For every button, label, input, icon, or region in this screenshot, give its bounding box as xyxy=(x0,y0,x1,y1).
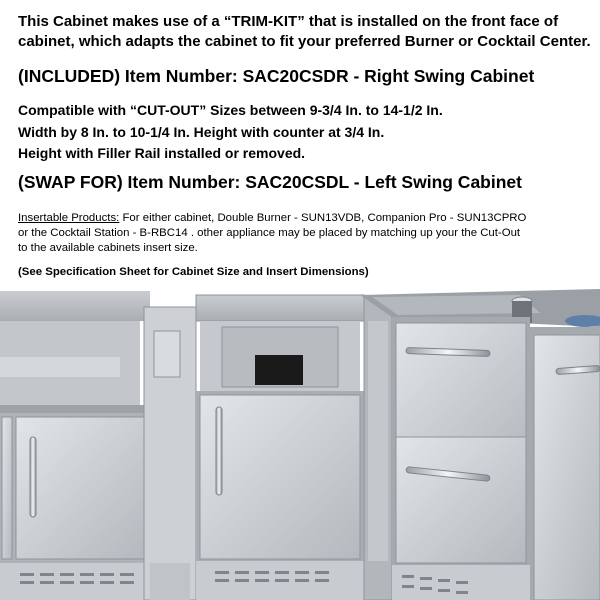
center-cabinet-door xyxy=(200,395,360,559)
cut-out-opening xyxy=(255,355,303,385)
spec-sheet-note: (See Specification Sheet for Cabinet Size and Insert Dimensions) xyxy=(18,266,369,278)
insertable-products-text xyxy=(18,211,526,256)
right-cabinet xyxy=(530,327,600,600)
included-item-heading: (INCLUDED) Item Number: SAC20CSDR - Right Swing Cabinet xyxy=(18,66,535,86)
intro-line-2: cabinet, which adapts the cabinet to fit your preferred Burner or Cocktail Center. xyxy=(18,33,591,50)
compat-line-3: Height with Filler Rail installed or removed. xyxy=(18,145,306,161)
swap-item-heading: (SWAP FOR) Item Number: SAC20CSDL - Left Swing Cabinet xyxy=(18,172,522,192)
corner-panel xyxy=(364,295,392,600)
door-handle-icon xyxy=(30,437,36,517)
lower-drawer xyxy=(396,437,526,563)
compat-line-2: Width by 8 In. to 10-1/4 In. Height with counter at 3/4 In. xyxy=(18,123,385,140)
insertable-line-1: For either cabinet, Double Burner - SUN13VDB, Companion Pro - SUN13CPRO xyxy=(119,212,527,224)
insertable-line-2: or the Cocktail Station - B-RBC14 . other appliance may be placed by matching up your the Cut-Out xyxy=(18,227,521,239)
right-cabinet-door xyxy=(534,335,600,600)
drawer-stack xyxy=(392,317,530,600)
intro-text xyxy=(18,12,593,52)
compatibility-text xyxy=(18,100,443,165)
center-cabinet xyxy=(196,295,364,600)
door-handle-icon xyxy=(216,407,222,495)
cabinet-photo xyxy=(0,287,600,600)
compat-line-1: Compatible with “CUT-OUT” Sizes between 9-3/4 In. to 14-1/2 In. xyxy=(18,102,443,118)
insertable-label: Insertable Products: xyxy=(18,212,120,224)
intro-line-1: This Cabinet makes use of a “TRIM-KIT” that is installed on the front face of xyxy=(18,13,559,30)
insertable-line-3: to the available cabinets insert size. xyxy=(18,242,198,254)
left-cabinet xyxy=(0,291,150,600)
filler-panel xyxy=(144,307,196,600)
